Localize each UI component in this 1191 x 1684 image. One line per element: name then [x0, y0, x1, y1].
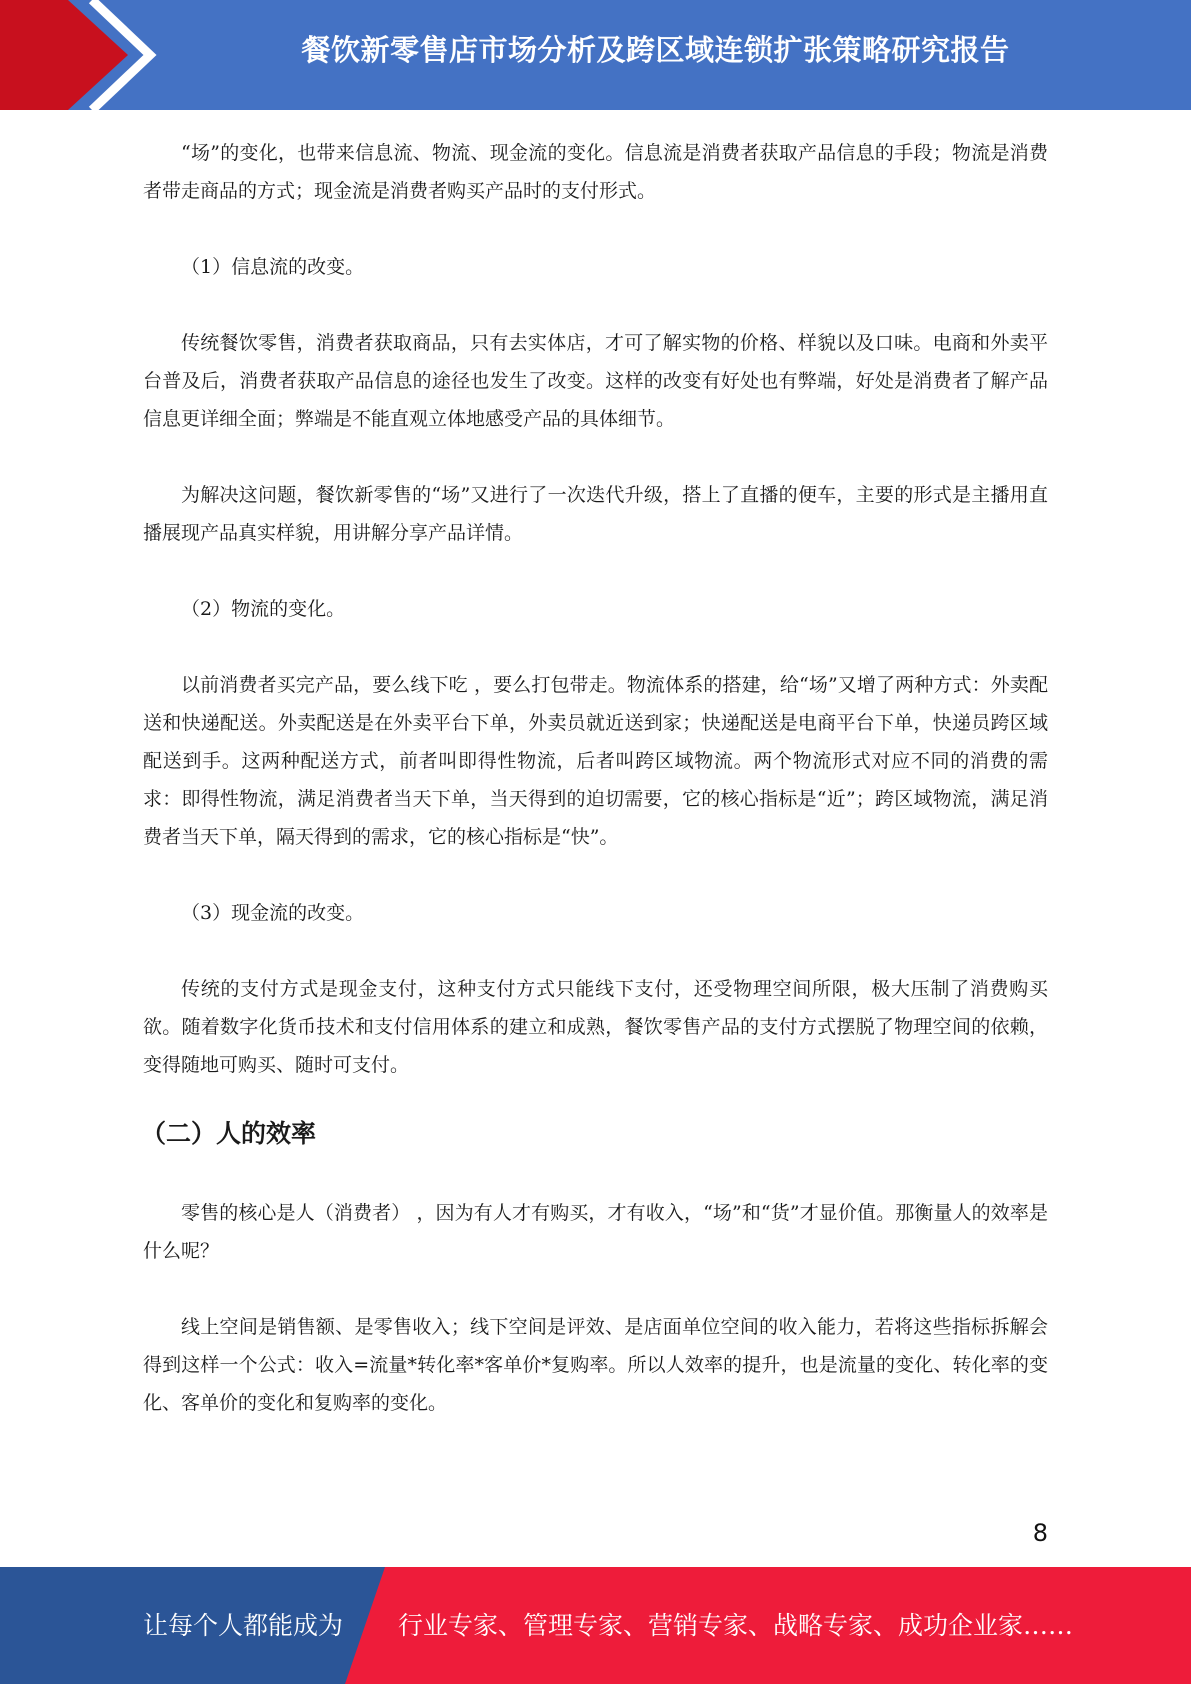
- paragraph-information-flow: 传统餐饮零售，消费者获取商品，只有去实体店，才可了解实物的价格、样貌以及口味。电商和外卖平台普及后，消费者获取产品信息的途径也发生了改变。这样的改变有好处也有弊端，好处是消费者了解产品信息更详细全面；弊端是不能直观立体地感受产品的具体细节。: [143, 332, 1048, 430]
- paragraph-logistics: 以前消费者买完产品，要么线下吃 ，要么打包带走。物流体系的搭建，给“场”又增了两种方式：外卖配送和快递配送。外卖配送是在外卖平台下单，外卖员就近送到家；快递配送是电商平台下单，快递员跨区域配送到手。这两种配送方式，前者叫即得性物流，后者叫跨区域物流。两个物流形式对应不同的消费的需求：即得性物流，满足消费者当天下单，当天得到的迫切需要，它的核心指标是“近”；跨区域物流，满足消费者当天下单，隔天得到的需求，它的核心指标是“快”。: [143, 674, 1048, 848]
- subheading-logistics: （2）物流的变化。: [181, 598, 346, 620]
- footer-slogan-left: 让每个人都能成为: [143, 1611, 344, 1640]
- paragraph-livestream: 为解决这问题，餐饮新零售的“场”又进行了一次迭代升级，搭上了直播的便车，主要的形式是主播用直播展现产品真实样貌，用讲解分享产品详情。: [143, 484, 1048, 544]
- paragraph-intro: “场”的变化，也带来信息流、物流、现金流的变化。信息流是消费者获取产品信息的手段；物流是消费者带走商品的方式；现金流是消费者购买产品时的支付形式。: [143, 142, 1048, 202]
- paragraph-revenue-formula: 线上空间是销售额、是零售收入；线下空间是评效、是店面单位空间的收入能力，若将这些指标拆解会得到这样一个公式：收入=流量*转化率*客单价*复购率。所以人效率的提升，也是流量的变化、转化率的变化、客单价的变化和复购率的变化。: [143, 1316, 1048, 1414]
- page-content: [143, 134, 1048, 1460]
- report-title: 餐饮新零售店市场分析及跨区域连锁扩张策略研究报告: [301, 33, 1010, 67]
- page-footer: [0, 1567, 1191, 1684]
- subheading-information-flow: （1）信息流的改变。: [181, 256, 365, 278]
- section-heading-people-efficiency: （二）人的效率: [141, 1119, 317, 1148]
- subheading-cash-flow: （3）现金流的改变。: [181, 902, 365, 924]
- footer-slogan-right: 行业专家、管理专家、营销专家、战略专家、成功企业家……: [398, 1611, 1074, 1640]
- paragraph-cash-flow: 传统的支付方式是现金支付，这种支付方式只能线下支付，还受物理空间所限，极大压制了消费购买欲。随着数字化货币技术和支付信用体系的建立和成熟，餐饮零售产品的支付方式摆脱了物理空间的依赖，变得随地可购买、随时可支付。: [143, 978, 1048, 1076]
- paragraph-retail-core: 零售的核心是人（消费者） ，因为有人才有购买，才有收入，“场”和“货”才显价值。那衡量人的效率是什么呢？: [143, 1202, 1048, 1262]
- page-number: 8: [1032, 1519, 1048, 1547]
- page-header: [0, 0, 1191, 110]
